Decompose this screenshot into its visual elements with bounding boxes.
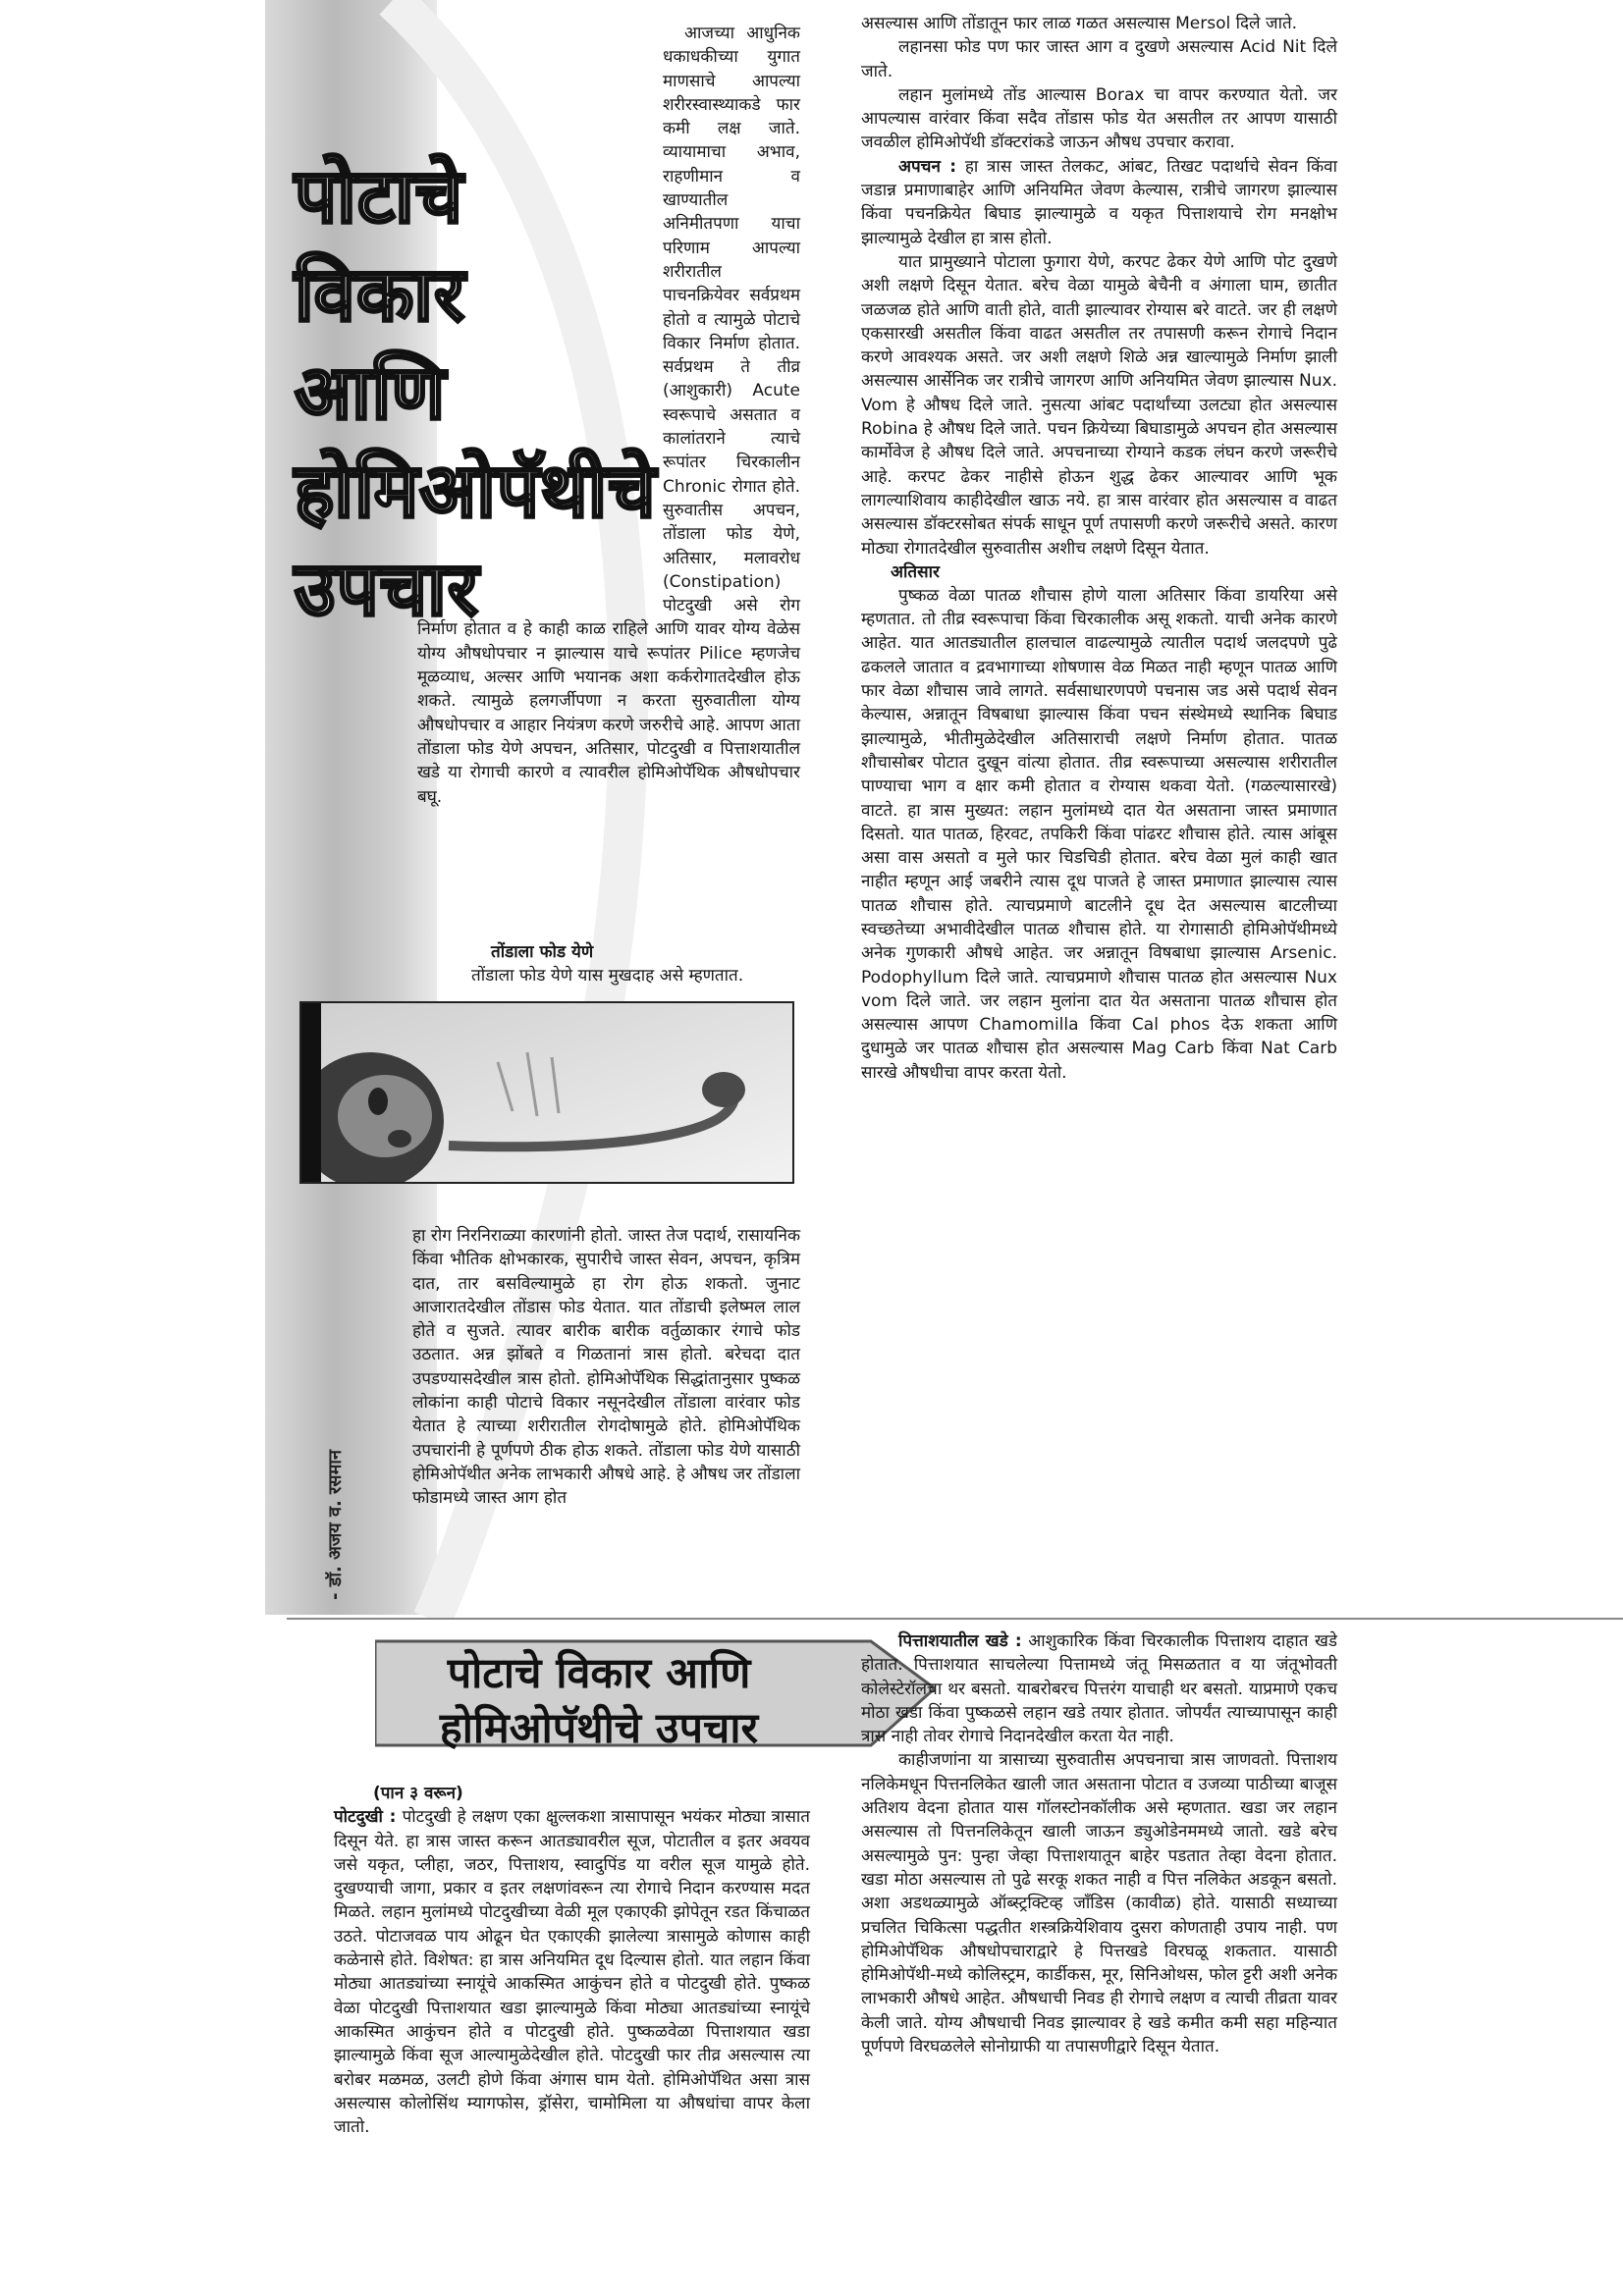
article-photo <box>299 1001 794 1184</box>
title-line-1: पोटाचे विकार <box>295 152 466 338</box>
title-float-spacer <box>417 22 663 611</box>
article2-title-line-1: पोटाचे विकार आणि <box>447 1649 751 1698</box>
stomach-ache-text: पोटदुखी हे लक्षण एका क्षुल्लकशा त्रासापासून भयंकर मोठ्या त्रासात दिसून येते. हा त्रास जास्त करून आतड्यावरील सूज, पोटातील व इतर अवयव जसे यकृत, प्लीहा, जठर, पित्ताशय, स्वादुपिंड या वरील सूज यामुळे होते. दुखण्याची जागा, प्रकार व इतर लक्षणांवरून त्या रोगाचे निदान करण्यास मदत मिळते. लहान मुलांमध्ये पोटदुखीच्या वेळी मूल एकाएकी झोपेतून रडत किंचाळत उठते. पोटाजवळ पाय ओढून घेत एकाएकी झालेल्या त्रासामुळे कोणास काही कळेनासे होते. विशेषत: हा त्रास अनियमित दूध दिल्यास होतो. यात लहान किंवा मोठ्या आतड्यांच्या स्नायूंचे आकस्मित आकुंचन होते व पोटदुखी होते. पुष्कळ वेळा पोटदुखी पित्ताशयात खडा झाल्यामुळे किंवा मोठ्या आतड्यांच्या स्नायूंचे आकस्मित आकुंचन होते व पोटदुखी होते. पुष्कळवेळा पित्ताशयात खडा झाल्यामुळे किंवा सूज आल्यामुळेदेखील होते. पोटदुखी फार तीव्र असल्यास त्या बरोबर मळमळ, उलटी होणे किंवा अंगास घाम येतो. होमिओपॅथित असा त्रास असल्यास कोलोसिंथ म्यागफोस, ड्रॉसेरा, चामोमिला या औषधांचा वापर केला जातो. <box>334 1807 811 2138</box>
para-diarrhea: पुष्कळ वेळा पातळ शौचास होणे याला अतिसार किंवा डायरिया असे म्हणतात. तो तीव्र स्वरूपाचा किंवा चिरकालीक असू शकतो. याची अनेक कारणे आहेत. यात आतड्यातील हालचाल वाढल्यामुळे त्यातील पदार्थ जलदपणे पुढे ढकलले जातात व द्रवभागाच्या शोषणास वेळ मिळत नाही म्हणून पातळ आणि फार वेळा शौचास जावे लागते. सर्वसाधारणपणे पचनास जड असे पदार्थ सेवन केल्यास, अन्नातून विषबाधा झाल्यास किंवा पचन संस्थेमध्ये स्थानिक बिघाड झाल्यामुळे, भीतीमुळेदेखील अतिसाराची लक्षणे निर्माण होतात. पातळ शौचासोबर पोटात दुखून वांत्या होतात. तीव्र स्वरूपाच्या असल्यास शरीरातील पाण्याचा भाग व क्षार कमी होतात व रोग्यास थकवा येतो. (गळल्यासारखे) वाटते. हा त्रास मुख्यत: लहान मुलांमध्ये दात येत असताना जास्त प्रमाणात दिसतो. यात पातळ, हिरवट, तपकिरी किंवा पांढरट शौचास होते. त्यास आंबूस असा वास असतो व मुले फार चिडचिडी होतात. बरेच वेळा मुलं काही खात नाहीत म्हणून आई जबरीने त्यास दूध पाजते हे जास्त प्रमाणात झाल्यास त्यास पातळ शौचास होते. त्याचप्रमाणे बाटलीने दूध देत असल्यास बाटलीच्या स्वच्छतेच्या अभावीदेखील पातळ शौचास होते. या रोगासाठी होमिओपॅथीमध्ये अनेक गुणकारी औषधे आहेत. जर अन्नातून विषबाधा झाल्यास Arsenic. Podophyllum दिले जाते. त्याचप्रमाणे शौचास पातळ होत असल्यास Nux vom दिले जाते. जर लहान मुलांना दात येत असताना पातळ शौचास होत असल्यास आपण Chamomilla किंवा Cal phos देऊ शकता आणि दुधामुळे जर पातळ शौचास होत असल्यास Mag Carb किंवा Nat Carb सारखे औषधीचा वापर करता येतो. <box>861 585 1337 1083</box>
indigestion-heading: अपचन : <box>898 156 956 177</box>
para-gallstone-1 <box>861 1629 1337 1748</box>
photo-illustration <box>301 1003 792 1182</box>
gallstone-heading: पित्ताशयातील खडे : <box>898 1631 1022 1651</box>
para-indigestion-2: यात प्रामुख्याने पोटाला फुगारा येणे, करपट ढेकर येणे आणि पोट दुखणे अशी लक्षणे दिसून येतात. बरेच वेळा यामुळे बेचैनी व अंगाला घाम, छातीत जळजळ होते आणि वाती होते, वाती झाल्यावर रोग्यास बरे वाटते. जर ही लक्षणे एकसारखी असतील किंवा वाढत असतील तर तपासणी करून रोगाचे निदान करणे आवश्यक असते. जर अशी लक्षणे शिळे अन्न खाल्यामुळे निर्माण झाली असल्यास आर्सेनिक जर रात्रीचे जागरण आणि अनियमित जेवण झाल्यास Nux. Vom हे औषध दिले जाते. नुसत्या आंबट पदार्थांच्या उलट्या होत असल्यास Robina हे औषध दिले जाते. पचन क्रियेच्या बिघाडामुळे अपचन होत असल्यास कार्मोवेज हे औषध दिले जाते. अपचनाच्या रोग्याने कडक लंघन करणे जरूरीचे आहे. करपट ढेकर नाहीसे होऊन शुद्ध ढेकर आल्यावर आणि भूक लागल्याशिवाय काहीदेखील खाऊ नये. हा त्रास वारंवार होत असल्यास व वाढत असल्यास डॉक्टरसोबत संपर्क साधून पूर्ण तपासणी करणे जरूरीचे असते. कारण मोठ्या रोगातदेखील सुरुवातीस अशीच लक्षणे दिसून येतात. <box>861 251 1337 559</box>
stomach-ache-heading: पोटदुखी : <box>334 1807 397 1828</box>
intro-text: आजच्या आधुनिक धकाधकीच्या युगात माणसाचे आपल्या शरीरस्वास्थ्याकडे फार कमी लक्ष जाते. व्यायामाचा अभाव, राहणीमान व खाण्यातील अनिमीतपणा याचा परिणाम आपल्या शरीरातील पाचनक्रियेवर सर्वप्रथम होतो व त्यामुळे पोटाचे विकार निर्माण होतात. सर्वप्रथम ते तीव्र (आशुकारी) Acute स्वरूपाचे असतात व कालांतराने त्याचे रूपांतर चिरकालीन Chronic रोगात होते. सुरुवातीस अपचन, तोंडाला फोड येणे, अतिसार, मलावरोध (Constipation) पोटदुखी असे रोग निर्माण होतात व हे काही काळ राहिले आणि यावर योग्य वेळेस योग्य औषधोपचार न झाल्यास याचे रूपांतर Pilice म्हणजेच मूळव्याध, अल्सर आणि भयानक अशा कर्करोगातदेखील होऊ शकते. त्यामुळे हलगर्जीपणा न करता सुरुवातीला योग्य औषधोपचार व आहार नियंत्रण करणे जरुरीचे आहे. आपण आता तोंडाला फोड येणे अपचन, अतिसार, पोटदुखी व पित्ताशयातील खडे या रोगाची कारणे व त्यावरील होमिओपॅथिक औषधोपचार बघू. <box>417 24 800 807</box>
mouth-ulcer-body <box>412 1224 800 1511</box>
para-stomach-ache <box>334 1805 810 2139</box>
gallstone-text-1: आशुकारिक किंवा चिरकालीक पित्ताशय दाहात खडे होतात. पित्ताशयात साचलेल्या पित्तामध्ये जंतू मिसळतात व या जंतूभोवती कोलेस्टेरॉलचा थर बसतो. याबरोबरच पित्तरंग याचाही थर बसतो. याप्रमाणे एकच मोठा खडा किंवा पुष्कळसे लहान खडे तयार होतात. जोपर्यंत त्याच्यापासून काही त्रास नाही तोवर रोगाचे निदानदेखील करता येत नाही. <box>861 1631 1337 1747</box>
page-divider <box>287 1618 1623 1620</box>
para-mersol: असल्यास आणि तोंडातून फार लाळ गळत असल्यास Mersol दिले जाते. <box>861 14 1298 33</box>
diarrhea-heading: अतिसार <box>891 561 940 582</box>
author-byline: - डॉ. अजय व. रसमान <box>325 1449 346 1600</box>
para-acid-nit: लहानसा फोड पण फार जास्त आग व दुखणे असल्यास Acid Nit दिले जाते. <box>861 37 1337 81</box>
mouth-ulcer-intro: तोंडाला फोड येणे यास मुखदाह असे म्हणतात. <box>471 966 744 986</box>
continued-label: (पान ३ वरून) <box>373 1784 463 1803</box>
gallstone-column <box>861 1629 1337 2058</box>
article2-title <box>403 1646 795 1756</box>
mouth-ulcer-heading: तोंडाला फोड येणे <box>491 942 594 962</box>
para-indigestion-1 <box>861 155 1337 250</box>
para-borax: लहान मुलांमध्ये तोंड आल्यास Borax चा वापर करण्यात येतो. जर आपल्यास वारंवार किंवा सदैव तोंडास फोड येत असतील तर आपण यासाठी जवळील होमिओपॅथी डॉक्टरांकडे जाऊन औषध उपचार करावा. <box>861 84 1337 153</box>
title-line-3: होमिओपॅथीचे <box>295 447 657 534</box>
article2-title-line-2: होमिओपॅथीचे उपचार <box>439 1704 759 1753</box>
intro-paragraph <box>417 22 800 809</box>
right-column <box>861 12 1337 1085</box>
section-mouth-ulcers <box>432 940 800 988</box>
title-line-4: उपचार <box>295 545 479 632</box>
title-line-2: आणि <box>295 348 447 436</box>
para-gallstone-2: काहीजणांना या त्रासाच्या सुरुवातीस अपचनाचा त्रास जाणवतो. पित्ताशय नलिकेमधून पित्तनलिकेत खाली जात असताना पोटात व उजव्या पाठीच्या बाजूस अतिशय वेदना होतात यास गॉलस्टोनकॉलीक असे म्हणतात. खडा जर लहान असल्यास तो पित्तनलिकेतून खाली जाऊन ड्युओडेनममध्ये जातो. खडे बरेच असल्यामुळे पुन: पुन्हा जेव्हा पित्ताशयातून बाहेर पडतात तेव्हा वेदना होतात. खडा मोठा असल्यास तो पुढे सरकू शकत नाही व पित्त नलिकेत अडकून बसतो. अशा अडथळ्यामुळे ऑब्स्ट्रक्टिव्ह जॉंडिस (कावीळ) होते. यासाठी सध्याच्या प्रचलित चिकित्सा पद्धतीत शस्त्रक्रियेशिवाय दुसरा कोणताही उपाय नाही. पण होमिओपॅथिक औषधोपचाराद्वारे हे पित्तखडे विरघळू शकतात. यासाठी होमिओपॅथी-मध्ये कोलिस्ट्रम, कार्डीकस, मूर, सिनिओथस, फोल ट्टरी अशी अनेक लाभकारी औषधे आहेत. औषधाची निवड ही रोगाचे लक्षण व त्याची तीव्रता यावर केली जाते. योग्य औषधाची निवड झाल्यावर हे खडे कमीत कमी सहा महिन्यात पूर्णपणे विरघळलेले सोनोग्राफी या तपासणीद्वारे दिसून येतात. <box>861 1750 1337 2057</box>
mouth-ulcer-text: हा रोग निरनिराळ्या कारणांनी होतो. जास्त तेज पदार्थ, रासायनिक किंवा भौतिक क्षोभकारक, सुपारीचे जास्त सेवन, अपचन, कृत्रिम दात, तार बसविल्यामुळे हा रोग होऊ शकतो. जुनाट आजारातदेखील तोंडास फोड येतात. यात तोंडाची इलेष्मल लाल होते व सुजते. त्यावर बारीक बारीक वर्तुळाकार रंगाचे फोड उठतात. अन्न झोंबते व गिळतानां त्रास होतो. बरेचदा दात उपडण्यासदेखील त्रास होतो. होमिओपॅथिक सिद्धांतानुसार पुष्कळ लोकांना काही पोटाचे विकार नसूनदेखील तोंडाला वारंवार फोड येतात हे त्याच्या शरीरातील रोगदोषामुळे होते. होमिओपॅथिक उपचारांनी हे पूर्णपणे ठीक होऊ शकते. तोंडाला फोड येणे यासाठी होमिओपॅथीत अनेक लाभकारी औषधे आहे. हे औषध जर तोंडाला फोडामध्ये जास्त आग होत <box>412 1226 800 1509</box>
stomach-ache-column <box>334 1782 810 2139</box>
indigestion-text-1: हा त्रास जास्त तेलकट, आंबट, तिखट पदार्थाचे सेवन किंवा जडान्न प्रमाणाबाहेर आणि अनियमित जेवण केल्यास, रात्रीचे जागरण झाल्यास किंवा पचनक्रियेत बिघाड झाल्यामुळे व यकृत पित्ताशयाचे रोग मनक्षोभ झाल्यामुळे देखील हा त्रास होतो. <box>861 156 1337 248</box>
